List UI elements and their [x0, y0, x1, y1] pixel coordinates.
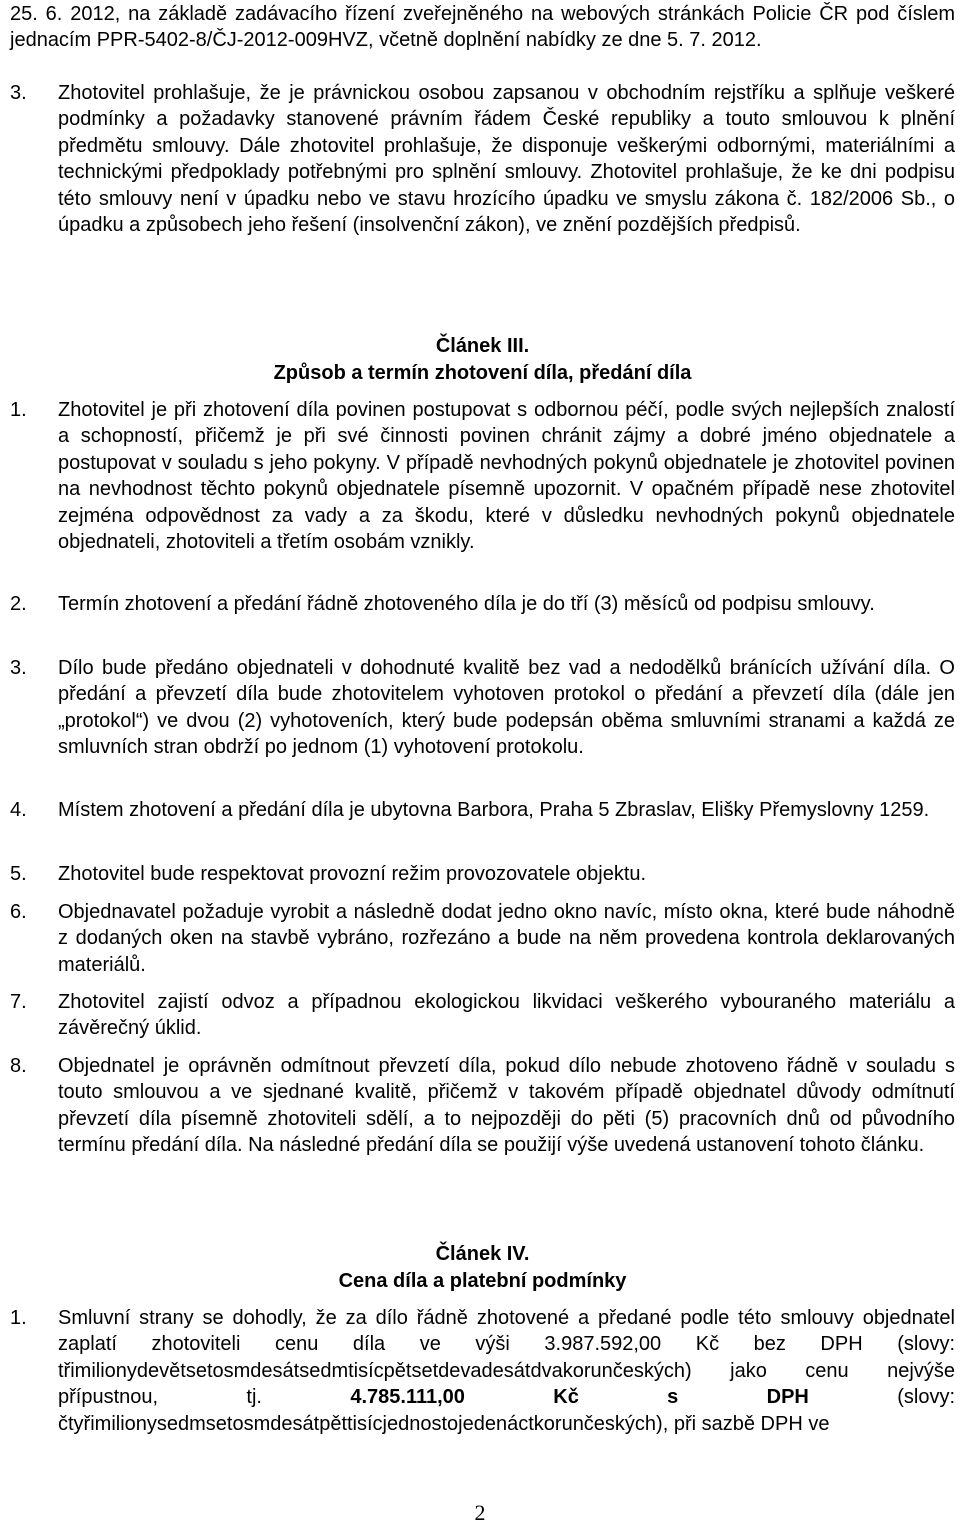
item-number: 7. [10, 991, 27, 1013]
item-text: Zhotovitel bude respektovat provozní režim provozovatele objektu. [58, 863, 647, 885]
item-number: 1. [10, 399, 27, 421]
item-text: Termín zhotovení a předání řádně zhotoveného díla je do tří (3) měsíců od podpisu smlouvy. [58, 593, 875, 615]
article-3-item-8 [10, 1053, 955, 1159]
list-item [10, 1053, 955, 1159]
item-text: Zhotovitel je při zhotovení díla povinen postupovat s odbornou péčí, podle svých nejlepších znalostí a schopností, přičemž je při své činnosti povinen chránit zájmy a dobré jméno objednatele a postupovat v souladu s jeho pokyny. V případě nevhodných pokynů objednatele je zhotovitel povinen na nevhodnost těchto pokynů objednatele písemně upozornit. V opačném případě nese zhotovitel zejména odpovědnost za vady a za škodu, které v důsledku nevhodných pokynů objednatele objednateli, zhotoviteli a třetím osobám vznikly. [58, 399, 955, 554]
item-text: Místem zhotovení a předání díla je ubytovna Barbora, Praha 5 Zbraslav, Elišky Přemyslovny 1259. [58, 799, 930, 821]
list-item [10, 80, 955, 238]
item-number: 3. [10, 82, 27, 104]
article-3-item-2 [10, 591, 955, 617]
list-item [10, 655, 955, 761]
item-number: 8. [10, 1055, 27, 1077]
list-item [10, 861, 955, 887]
item-number: 4. [10, 799, 27, 821]
article-3-item-3 [10, 655, 955, 761]
item-number: 3. [10, 657, 27, 679]
list-item [10, 397, 955, 555]
article-3-subtitle: Způsob a termín zhotovení díla, předání díla [273, 362, 692, 384]
page-number: 2 [474, 1500, 486, 1525]
article-3-item-5 [10, 861, 955, 887]
item-text: Objednatel je oprávněn odmítnout převzetí díla, pokud dílo nebude zhotoveno řádně v souladu s touto smlouvou a ve sjednané kvalitě, přičemž v takovém případě objednatel důvody odmítnutí převzetí díla písemně zhotoviteli sdělí, a to nejpozději do pěti (5) pracovních dnů od původního termínu předání díla. Na následné předání díla se použijí výše uvedená ustanovení tohoto článku. [58, 1055, 955, 1157]
top-fragment-text: 25. 6. 2012, na základě zadávacího řízení zveřejněného na webových stránkách Policie ČR pod číslem jednacím PPR-5402-8/ČJ-2012-009HVZ, včetně doplnění nabídky ze dne 5. 7. 2012. [10, 3, 955, 52]
list-item [10, 591, 955, 617]
item-text-before: Smluvní strany se dohodly, že za dílo řádně zhotovené a předané podle této smlouvy objednatel zaplatí zhotoviteli cenu díla ve výši 3.987.592,00 Kč bez DPH (slovy: třimilionydevětsetosmdesátsedmtisícpětsetdevadesátdvakorunčeských) jako cenu nejvýše přípustnou, tj. [58, 1307, 955, 1409]
article-4-title: Článek IV. [435, 1243, 530, 1265]
item-text-after: (slovy: čtyřimilionysedmsetosmdesátpěttisícjednostojedenáctkorunčeských), při sazbě DPH ve [58, 1386, 956, 1435]
article-3-item-1 [10, 397, 955, 555]
item-text [58, 1305, 955, 1437]
article-4-item-1 [10, 1305, 955, 1437]
item-number: 2. [10, 593, 27, 615]
list-item [10, 899, 955, 978]
top-fragment-paragraph [10, 1, 955, 54]
item-text: Zhotovitel zajistí odvoz a případnou ekologickou likvidaci veškerého vybouraného materiálu a závěrečný úklid. [58, 991, 955, 1040]
list-item [10, 1305, 955, 1437]
item-text: Objednavatel požaduje vyrobit a následně dodat jedno okno navíc, místo okna, které bude náhodně z dodaných oken na stavbě vybráno, rozřezáno a bude na něm provedena kontrola deklarovaných materiálů. [58, 901, 955, 976]
article-3-item-6 [10, 899, 955, 978]
article-3-item-4 [10, 797, 955, 823]
article-3-title: Článek III. [435, 335, 530, 357]
article-3-item-7 [10, 989, 955, 1042]
price-with-vat: 4.785.111,00 Kč s DPH [350, 1386, 809, 1409]
article-4-subtitle: Cena díla a platební podmínky [338, 1270, 627, 1292]
clause-3 [10, 80, 955, 238]
list-item [10, 989, 955, 1042]
item-number: 5. [10, 863, 27, 885]
item-number: 6. [10, 901, 27, 923]
item-text: Dílo bude předáno objednateli v dohodnuté kvalitě bez vad a nedodělků bránících užívání díla. O předání a převzetí díla bude zhotovitelem vyhotoven protokol o předání a převzetí díla (dále jen „protokol“) ve dvou (2) vyhotoveních, který bude podepsán oběma smluvními stranami a každá ze smluvních stran obdrží po jednom (1) vyhotovení protokolu. [58, 657, 955, 759]
list-item [10, 797, 955, 823]
item-text: Zhotovitel prohlašuje, že je právnickou osobou zapsanou v obchodním rejstříku a splňuje veškeré podmínky a požadavky stanovené právním řádem České republiky a touto smlouvou k plnění předmětu smlouvy. Dále zhotovitel prohlašuje, že disponuje veškerými odbornými, materiálními a technickými předpoklady potřebnými pro splnění smlouvy. Zhotovitel prohlašuje, že ke dni podpisu této smlouvy není v úpadku nebo ve stavu hrozícího úpadku ve smyslu zákona č. 182/2006 Sb., o úpadku a způsobech jeho řešení (insolvenční zákon), ve znění pozdějších předpisů. [58, 82, 955, 237]
item-number: 1. [10, 1307, 27, 1329]
